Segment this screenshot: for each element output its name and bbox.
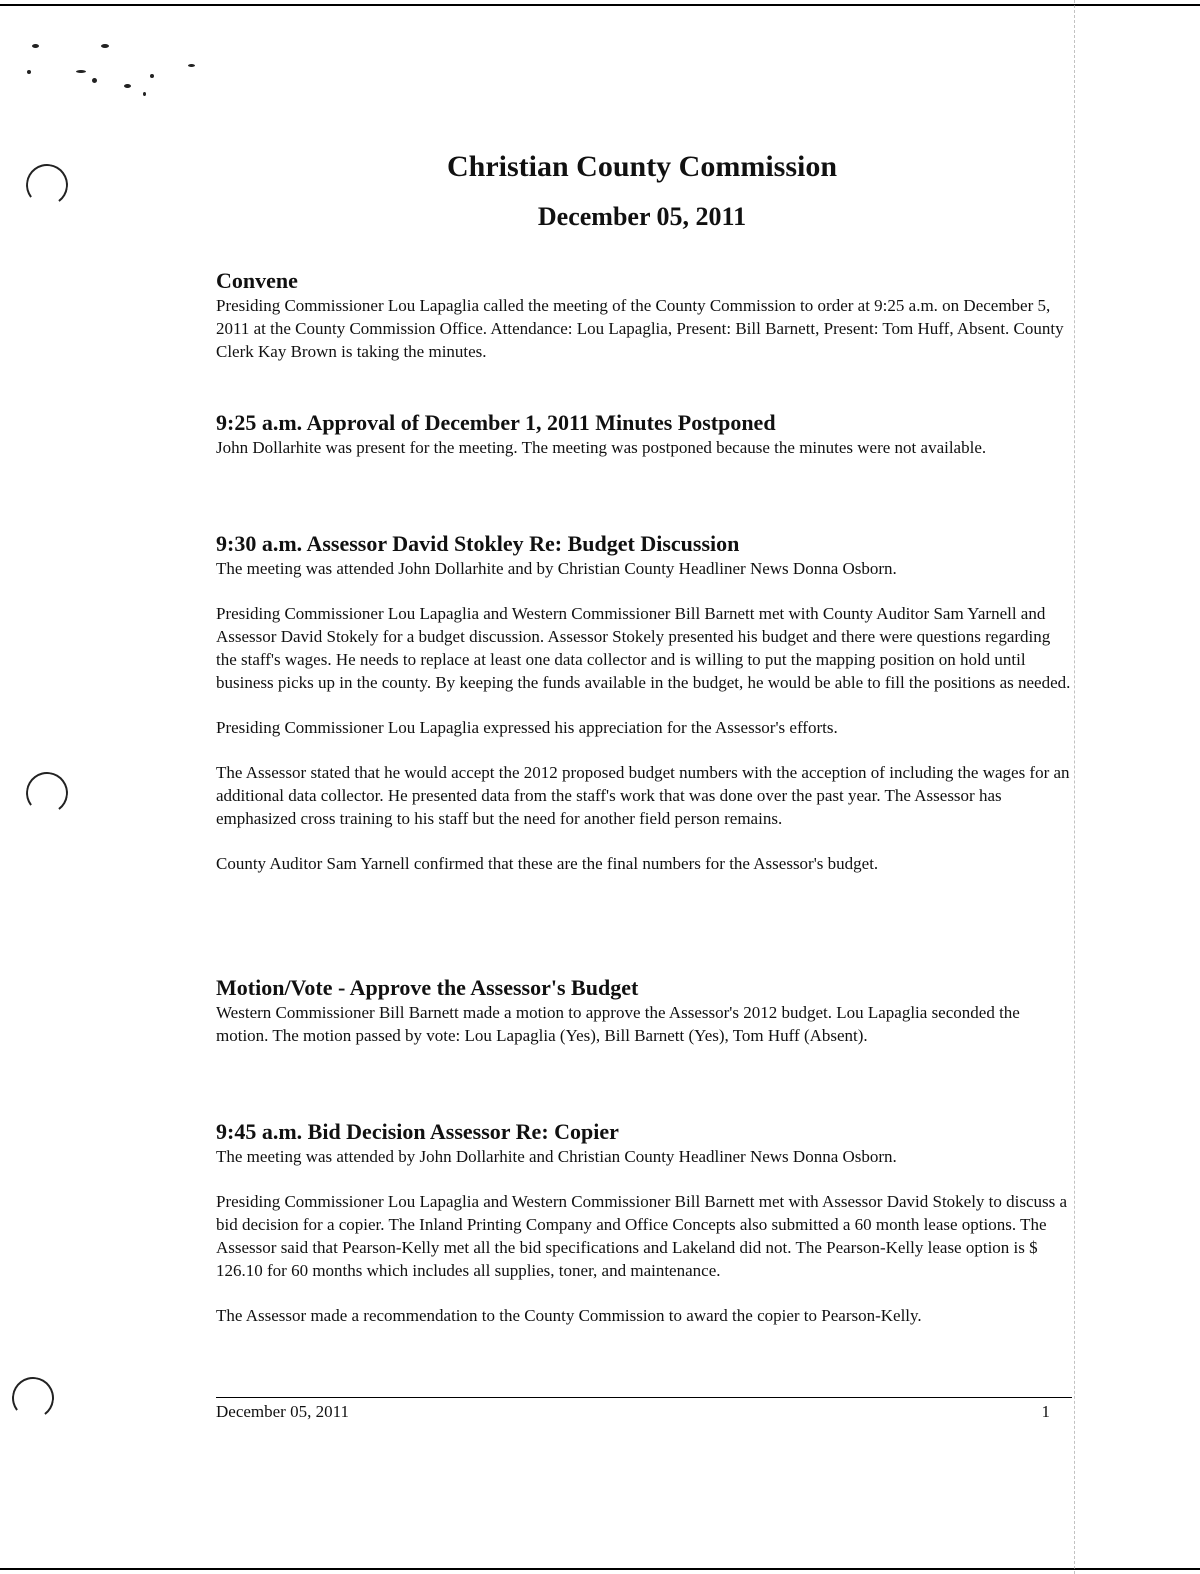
scan-speck: [76, 70, 86, 73]
scan-speck: [27, 70, 31, 74]
punch-hole-mark: [23, 769, 70, 816]
section-paragraph: Presiding Commissioner Lou Lapaglia and Western Commissioner Bill Barnett met with Assessor David Stokely to discuss a bid decision for a copier. The Inland Printing Company and Office Concepts also submitted a 60 month lease options. The Assessor said that Pearson-Kelly met all the bid specifications and Lakeland did not. The Pearson-Kelly lease option is $ 126.10 for 60 months which includes all supplies, toner, and maintenance.: [216, 1192, 1068, 1280]
section-motion-vote: [216, 975, 1072, 1069]
section-heading: 9:25 a.m. Approval of December 1, 2011 Minutes Postponed: [216, 410, 776, 435]
section-paragraph: Presiding Commissioner Lou Lapaglia called the meeting of the County Commission to order at 9:25 a.m. on December 5, 2011 at the County Commission Office. Attendance: Lou Lapaglia, Present: Bill Barnett, Present: Tom Huff, Absent. County Clerk Kay Brown is taking the minutes.: [216, 296, 1064, 361]
section-heading: 9:30 a.m. Assessor David Stokley Re: Budget Discussion: [216, 531, 740, 556]
scan-speck: [32, 44, 39, 48]
scan-speck: [150, 74, 154, 78]
section-paragraph: Western Commissioner Bill Barnett made a motion to approve the Assessor's 2012 budget. Lou Lapaglia seconded the motion. The motion passed by vote: Lou Lapaglia (Yes), Bill Barnett (Yes), Tom Huff (Absent).: [216, 1003, 1020, 1045]
section-paragraph: The Assessor stated that he would accept the 2012 proposed budget numbers with the acception of including the wages for an additional data collector. He presented data from the staff's work that was done over the past year. The Assessor has emphasized cross training to his staff but the need for another field person remains.: [216, 763, 1070, 828]
section-copier-bid: [216, 1119, 1072, 1349]
section-paragraph: John Dollarhite was present for the meeting. The meeting was postponed because the minutes were not available.: [216, 438, 987, 457]
section-convene: [216, 268, 1072, 385]
scan-speck: [101, 44, 109, 48]
section-paragraph: Presiding Commissioner Lou Lapaglia and Western Commissioner Bill Barnett met with County Auditor Sam Yarnell and Assessor David Stokely for a budget discussion. Assessor Stokely presented his budget and there were questions regarding the staff's wages. He needs to replace at least one data collector and is willing to put the mapping position on hold until business picks up in the county. By keeping the funds available in the budget, he would be able to fill the positions as needed.: [216, 604, 1071, 692]
section-minutes-postponed: [216, 410, 1072, 481]
section-paragraph: The Assessor made a recommendation to the County Commission to award the copier to Pearson-Kelly.: [216, 1306, 922, 1325]
page-footer: [216, 1397, 1072, 1422]
document-title: Christian County Commission: [446, 150, 838, 183]
section-paragraph: The meeting was attended John Dollarhite and by Christian County Headliner News Donna Osborn.: [216, 559, 897, 578]
section-heading: Convene: [216, 268, 298, 293]
section-paragraph: Presiding Commissioner Lou Lapaglia expressed his appreciation for the Assessor's efforts.: [216, 718, 838, 737]
scan-speck: [124, 84, 131, 88]
punch-hole-mark: [9, 1374, 56, 1421]
footer-date: December 05, 2011: [216, 1402, 349, 1421]
top-border-line: [0, 4, 1200, 6]
footer-page-number: 1: [1041, 1402, 1050, 1421]
scan-speck: [143, 92, 146, 96]
section-paragraph: County Auditor Sam Yarnell confirmed that these are the final numbers for the Assessor's budget.: [216, 854, 879, 873]
page-edge-marks: [1074, 0, 1076, 1574]
section-paragraph: The meeting was attended by John Dollarhite and Christian County Headliner News Donna Osborn.: [216, 1147, 897, 1166]
section-budget-discussion: [216, 531, 1072, 897]
scan-speck: [188, 64, 195, 67]
section-heading: 9:45 a.m. Bid Decision Assessor Re: Copier: [216, 1119, 619, 1144]
bottom-border-line: [0, 1568, 1200, 1570]
scan-speck: [92, 78, 97, 83]
document-date: December 05, 2011: [537, 202, 747, 231]
section-heading: Motion/Vote - Approve the Assessor's Budget: [216, 975, 639, 1000]
